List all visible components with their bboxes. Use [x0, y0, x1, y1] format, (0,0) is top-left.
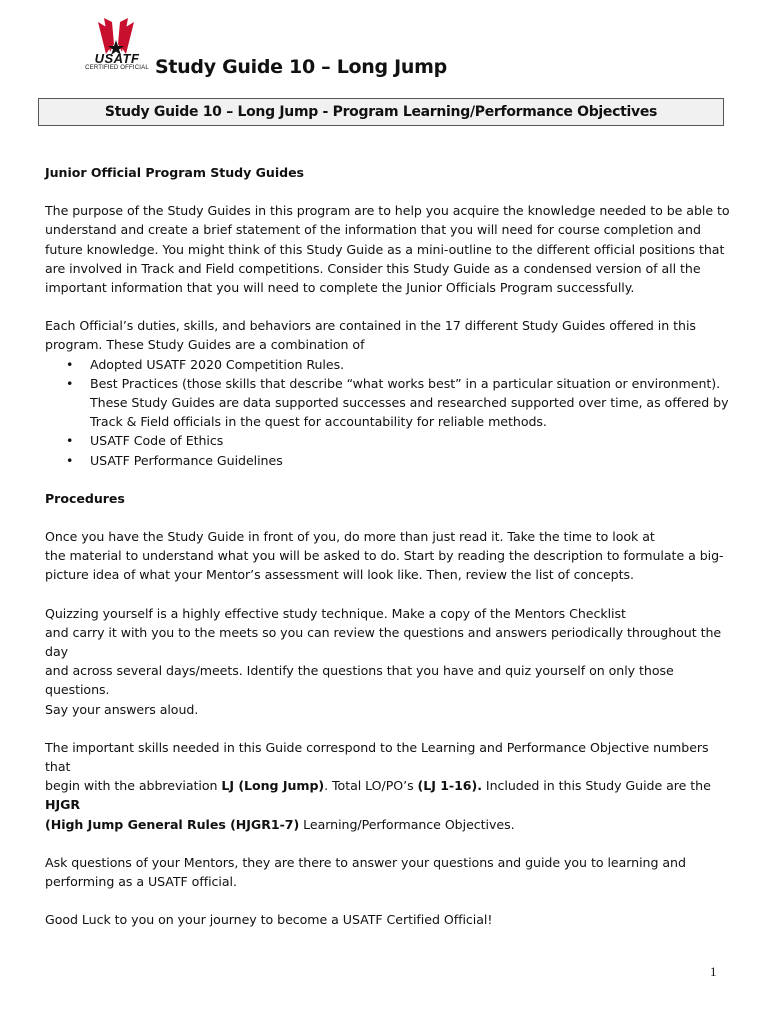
paragraph-line: and carry it with you to the meets so you can review the questions and answers periodically throughout the day	[45, 624, 722, 660]
paragraph-line	[45, 776, 735, 814]
paragraph-line: picture idea of what your Mentor’s assessment will look like. Then, review the list of concepts.	[45, 567, 634, 583]
list-item-text: These Study Guides are data supported successes and researched supported over time, as offered by	[90, 395, 729, 411]
paragraph-line: The important skills needed in this Guide correspond to the Learning and Performance Objective numbers that	[45, 739, 709, 775]
paragraph-line	[45, 815, 735, 834]
logo-subtitle: CERTIFIED OFFICIAL	[85, 65, 149, 71]
paragraph-line: Quizzing yourself is a highly effective study technique. Make a copy of the Mentors Checklist	[45, 605, 626, 621]
page-number: 1	[710, 964, 717, 979]
paragraph-line: the material to understand what you will be asked to do. Start by reading the description to formulate a big-	[45, 548, 724, 564]
bold-run: LJ (Long Jump)	[221, 778, 325, 794]
list-item-text: Adopted USATF 2020 Competition Rules.	[90, 356, 345, 372]
text-run: Included in this Study Guide are the	[481, 778, 711, 794]
bullet-icon: •	[66, 433, 74, 449]
paragraph-line: are involved in Track and Field competitions. Consider this Study Guide as a condensed version of all the	[45, 260, 701, 276]
list-item	[45, 355, 735, 374]
document-body	[45, 163, 735, 930]
list-item-text: USATF Performance Guidelines	[90, 452, 283, 468]
list-item	[45, 431, 735, 450]
paragraph-line: important information that you will need to complete the Junior Officials Program successfully.	[45, 280, 635, 296]
bullet-icon: •	[66, 452, 74, 468]
bullet-icon: •	[66, 375, 74, 391]
ask-paragraph	[45, 853, 735, 891]
skills-paragraph	[45, 738, 735, 834]
procedures-heading: Procedures	[45, 490, 125, 506]
text-run: . Total LO/PO’s	[324, 778, 418, 794]
paragraph-line: future knowledge. You might think of this Study Guide as a mini-outline to the different official positions that	[45, 241, 725, 257]
text-run: Learning/Performance Objectives.	[299, 816, 515, 832]
paragraph-line: Say your answers aloud.	[45, 701, 199, 717]
paragraph-line: Ask questions of your Mentors, they are there to answer your questions and guide you to learning and	[45, 854, 686, 870]
usatf-logo-text	[84, 52, 150, 72]
intro-paragraph	[45, 201, 735, 297]
bold-run: (High Jump General Rules (HJGR1-7)	[45, 816, 300, 832]
paragraph-line: and across several days/meets. Identify the questions that you have and quiz yourself on only those questions.	[45, 663, 674, 698]
duties-paragraph	[45, 316, 735, 354]
intro-heading: Junior Official Program Study Guides	[45, 165, 305, 180]
list-item-text: Best Practices (those skills that describe “what works best” in a particular situation or environment).	[90, 375, 721, 391]
logo-name: USATF	[94, 51, 140, 66]
paragraph-line: program. These Study Guides are a combination of	[45, 337, 365, 353]
paragraph-line: understand and create a brief statement of the information that you will need for course completion and	[45, 222, 701, 238]
procedures-paragraph	[45, 527, 735, 585]
paragraph-line: Each Official’s duties, skills, and behaviors are contained in the 17 different Study Guides offered in this	[45, 318, 696, 334]
bold-run: HJGR	[45, 797, 81, 813]
paragraph-line: The purpose of the Study Guides in this program are to help you acquire the knowledge needed to be able to	[45, 203, 730, 219]
objectives-title-box: Study Guide 10 – Long Jump - Program Learning/Performance Objectives	[38, 98, 724, 126]
list-item	[45, 374, 735, 432]
bold-run: (LJ 1-16).	[417, 778, 482, 794]
list-item	[45, 451, 735, 470]
document-title: Study Guide 10 – Long Jump	[155, 56, 447, 78]
text-run: begin with the abbreviation	[45, 778, 222, 794]
bullet-list	[45, 355, 735, 470]
quiz-paragraph	[45, 604, 735, 719]
list-item-text: Track & Field officials in the quest for accountability for reliable methods.	[90, 414, 547, 430]
list-item-text: USATF Code of Ethics	[90, 433, 224, 449]
bullet-icon: •	[66, 356, 74, 372]
paragraph-line: performing as a USATF official.	[45, 874, 237, 890]
paragraph-line: Once you have the Study Guide in front of you, do more than just read it. Take the time to look at	[45, 529, 655, 545]
closing-line: Good Luck to you on your journey to become a USATF Certified Official!	[45, 912, 493, 928]
